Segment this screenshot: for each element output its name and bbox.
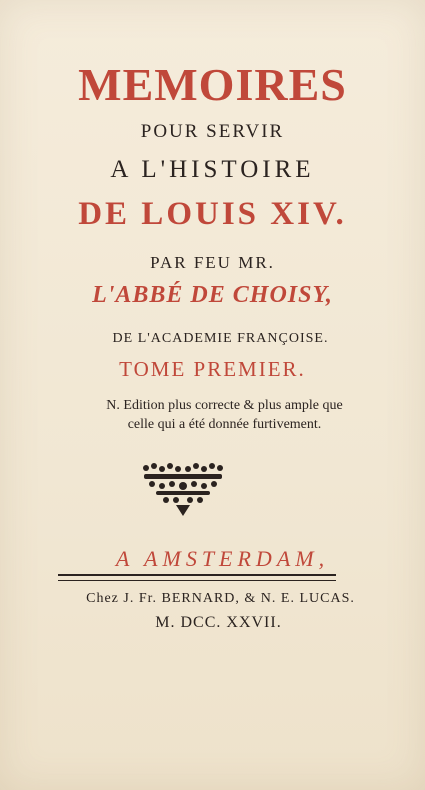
imprint-place: A AMSTERDAM,	[115, 546, 330, 571]
imprint-date: M. DCC. XXVII.	[155, 614, 282, 631]
edition-note-line-1: N. Edition plus correcte & plus ample que	[106, 398, 343, 413]
subtitle-line-3: DE LOUIS XIV.	[78, 196, 347, 232]
imprint-printer: Chez J. Fr. BERNARD, & N. E. LUCAS.	[86, 591, 355, 606]
author-affiliation: DE L'ACADEMIE FRANÇOISE.	[112, 331, 329, 346]
book-title: MEMOIRES	[78, 59, 347, 110]
subtitle-line-2: A L'HISTOIRE	[110, 156, 315, 183]
subtitle-line-1: POUR SERVIR	[140, 121, 285, 142]
printers-ornament-icon	[138, 460, 228, 518]
volume-label: TOME PREMIER.	[119, 357, 306, 381]
rule-thick	[58, 574, 336, 576]
edition-note	[12, 396, 425, 434]
author-name: L'ABBÉ DE CHOISY,	[92, 282, 333, 308]
author-intro: PAR FEU MR.	[150, 253, 275, 272]
rule-thin	[58, 580, 336, 581]
edition-note-line-2: celle qui a été donnée furtivement.	[127, 417, 322, 432]
